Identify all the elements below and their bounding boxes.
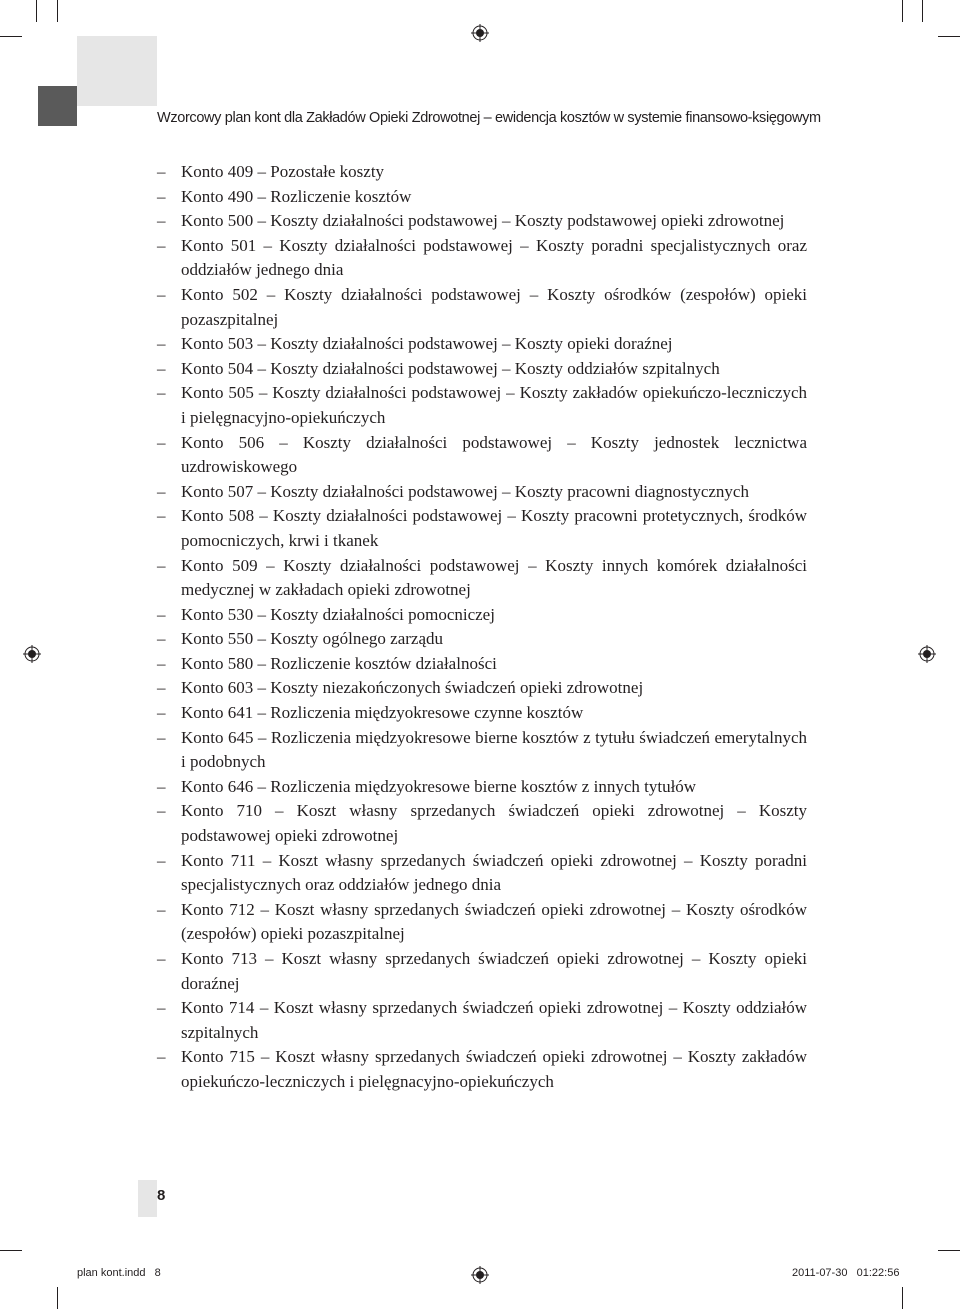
list-item — [157, 381, 807, 430]
list-item — [157, 185, 807, 210]
list-item — [157, 480, 807, 505]
list-item — [157, 947, 807, 996]
crop-mark-top-left-horizontal — [0, 36, 22, 37]
crop-mark-top-right-horizontal — [938, 36, 960, 37]
list-dash: – — [157, 653, 166, 673]
crop-mark-top-right-vertical — [902, 0, 903, 22]
list-item-text: Konto 504 – Koszty działalności podstawowej – Koszty oddziałów szpitalnych — [181, 358, 720, 378]
list-item — [157, 209, 807, 234]
list-item-text: Konto 710 – Koszt własny sprzedanych świadczeń opieki zdrowotnej – Koszty podstawowej opieki zdrowotnej — [181, 801, 807, 846]
registration-mark-left — [23, 645, 41, 663]
list-dash: – — [157, 998, 166, 1018]
list-dash: – — [157, 801, 166, 821]
crop-mark-bottom-right-vertical — [902, 1287, 903, 1309]
list-item — [157, 283, 807, 332]
crop-mark-top-left-vertical-inner — [57, 0, 58, 22]
list-item-text: Konto 713 – Koszt własny sprzedanych świadczeń opieki zdrowotnej – Koszty opieki doraźnej — [181, 949, 807, 993]
list-item — [157, 603, 807, 628]
list-item-text: Konto 502 – Koszty działalności podstawowej – Koszty ośrodków (zespołów) opieki pozaszpitalnej — [181, 284, 807, 329]
list-dash: – — [157, 383, 166, 403]
running-header: Wzorcowy plan kont dla Zakładów Opieki Zdrowotnej – ewidencja kosztów w systemie finansowo-księgowym — [157, 110, 821, 126]
list-item-text: Konto 509 – Koszty działalności podstawowej – Koszty innych komórek działalności medycznej w zakładach opieki zdrowotnej — [181, 555, 807, 600]
list-dash: – — [157, 162, 166, 181]
page-number: 8 — [157, 1187, 166, 1204]
list-item — [157, 1045, 807, 1094]
list-dash: – — [157, 358, 166, 378]
list-dash: – — [157, 850, 166, 870]
crop-mark-top-left-vertical — [36, 0, 37, 22]
list-item-text: Konto 530 – Koszty działalności pomocniczej — [181, 604, 495, 624]
list-item-text: Konto 646 – Rozliczenia międzyokresowe bierne kosztów z innych tytułów — [181, 776, 697, 796]
list-item — [157, 234, 807, 283]
list-dash: – — [157, 555, 166, 575]
list-dash: – — [157, 678, 166, 698]
list-item-text: Konto 550 – Koszty ogólnego zarządu — [181, 629, 444, 649]
list-item-text: Konto 715 – Koszt własny sprzedanych świadczeń opieki zdrowotnej – Koszty zakładów opiekuńczo-leczniczych i pielęgnacyjno-opiekuńczych — [181, 1047, 807, 1091]
registration-mark-top — [471, 24, 489, 42]
list-item-text: Konto 580 – Rozliczenie kosztów działalności — [181, 653, 497, 673]
list-item — [157, 849, 807, 898]
list-item — [157, 332, 807, 357]
header-tab-light — [77, 36, 157, 106]
registration-mark-bottom — [471, 1266, 489, 1284]
list-item — [157, 726, 807, 775]
list-item — [157, 652, 807, 677]
list-item-text: Konto 503 – Koszty działalności podstawowej – Koszty opieki doraźnej — [181, 334, 673, 354]
crop-mark-bottom-right-horizontal — [938, 1250, 960, 1251]
list-dash: – — [157, 235, 166, 255]
list-item-text: Konto 711 – Koszt własny sprzedanych świadczeń opieki zdrowotnej – Koszty poradni specjalistycznych oraz oddziałów jednego dnia — [181, 850, 807, 895]
list-item — [157, 676, 807, 701]
list-item-text: Konto 500 – Koszty działalności podstawowej – Koszty podstawowej opieki zdrowotnej — [181, 211, 785, 231]
list-item — [157, 775, 807, 800]
registration-mark-right — [918, 645, 936, 663]
list-item-text: Konto 641 – Rozliczenia międzyokresowe czynne kosztów — [181, 703, 584, 723]
list-dash: – — [157, 703, 166, 723]
slug-timestamp: 2011-07-30 01:22:56 — [792, 1267, 900, 1279]
list-item — [157, 627, 807, 652]
list-dash: – — [157, 334, 166, 354]
slug-file-name: plan kont.indd 8 — [77, 1267, 161, 1279]
list-item — [157, 898, 807, 947]
crop-mark-bottom-left-horizontal — [0, 1250, 22, 1251]
list-dash: – — [157, 899, 166, 919]
page-number-tab — [138, 1180, 157, 1217]
list-item-text: Konto 603 – Koszty niezakończonych świadczeń opieki zdrowotnej — [181, 678, 644, 698]
list-dash: – — [157, 629, 166, 649]
list-item-text: Konto 507 – Koszty działalności podstawowej – Koszty pracowni diagnostycznych — [181, 481, 749, 501]
list-item-text: Konto 712 – Koszt własny sprzedanych świadczeń opieki zdrowotnej – Koszty ośrodków (zespołów) opieki pozaszpitalnej — [181, 899, 807, 944]
list-item-text: Konto 505 – Koszty działalności podstawowej – Koszty zakładów opiekuńczo-leczniczych i pielęgnacyjno-opiekuńczych — [181, 383, 807, 427]
list-dash: – — [157, 211, 166, 231]
list-item — [157, 357, 807, 382]
list-item-text: Konto 645 – Rozliczenia międzyokresowe bierne kosztów z tytułu świadczeń emerytalnych i podobnych — [181, 727, 807, 772]
list-dash: – — [157, 776, 166, 796]
list-item-text: Konto 714 – Koszt własny sprzedanych świadczeń opieki zdrowotnej – Koszty oddziałów szpitalnych — [181, 998, 807, 1042]
list-dash: – — [157, 186, 166, 206]
list-dash: – — [157, 481, 166, 501]
list-dash: – — [157, 1047, 166, 1067]
list-item-text: Konto 508 – Koszty działalności podstawowej – Koszty pracowni protetycznych, środków pomocniczych, krwi i tkanek — [181, 506, 807, 550]
list-item — [157, 160, 807, 185]
list-item-text: Konto 506 – Koszty działalności podstawowej – Koszty jednostek lecznictwa uzdrowiskowego — [181, 432, 807, 477]
list-item — [157, 996, 807, 1045]
crop-mark-bottom-left-vertical — [57, 1287, 58, 1309]
list-item — [157, 431, 807, 480]
crop-mark-top-right-vertical-outer — [922, 0, 923, 22]
header-tab-dark — [38, 86, 77, 126]
list-dash: – — [157, 432, 166, 452]
list-item — [157, 799, 807, 848]
account-list — [157, 160, 807, 1095]
list-item — [157, 701, 807, 726]
list-item — [157, 504, 807, 553]
list-dash: – — [157, 506, 166, 526]
list-item-text: Konto 409 – Pozostałe koszty — [181, 162, 385, 181]
list-dash: – — [157, 284, 166, 304]
list-dash: – — [157, 727, 166, 747]
list-item — [157, 554, 807, 603]
list-item-text: Konto 501 – Koszty działalności podstawowej – Koszty poradni specjalistycznych oraz oddziałów jednego dnia — [181, 235, 807, 280]
list-item-text: Konto 490 – Rozliczenie kosztów — [181, 186, 412, 206]
list-dash: – — [157, 949, 166, 968]
list-dash: – — [157, 604, 166, 624]
